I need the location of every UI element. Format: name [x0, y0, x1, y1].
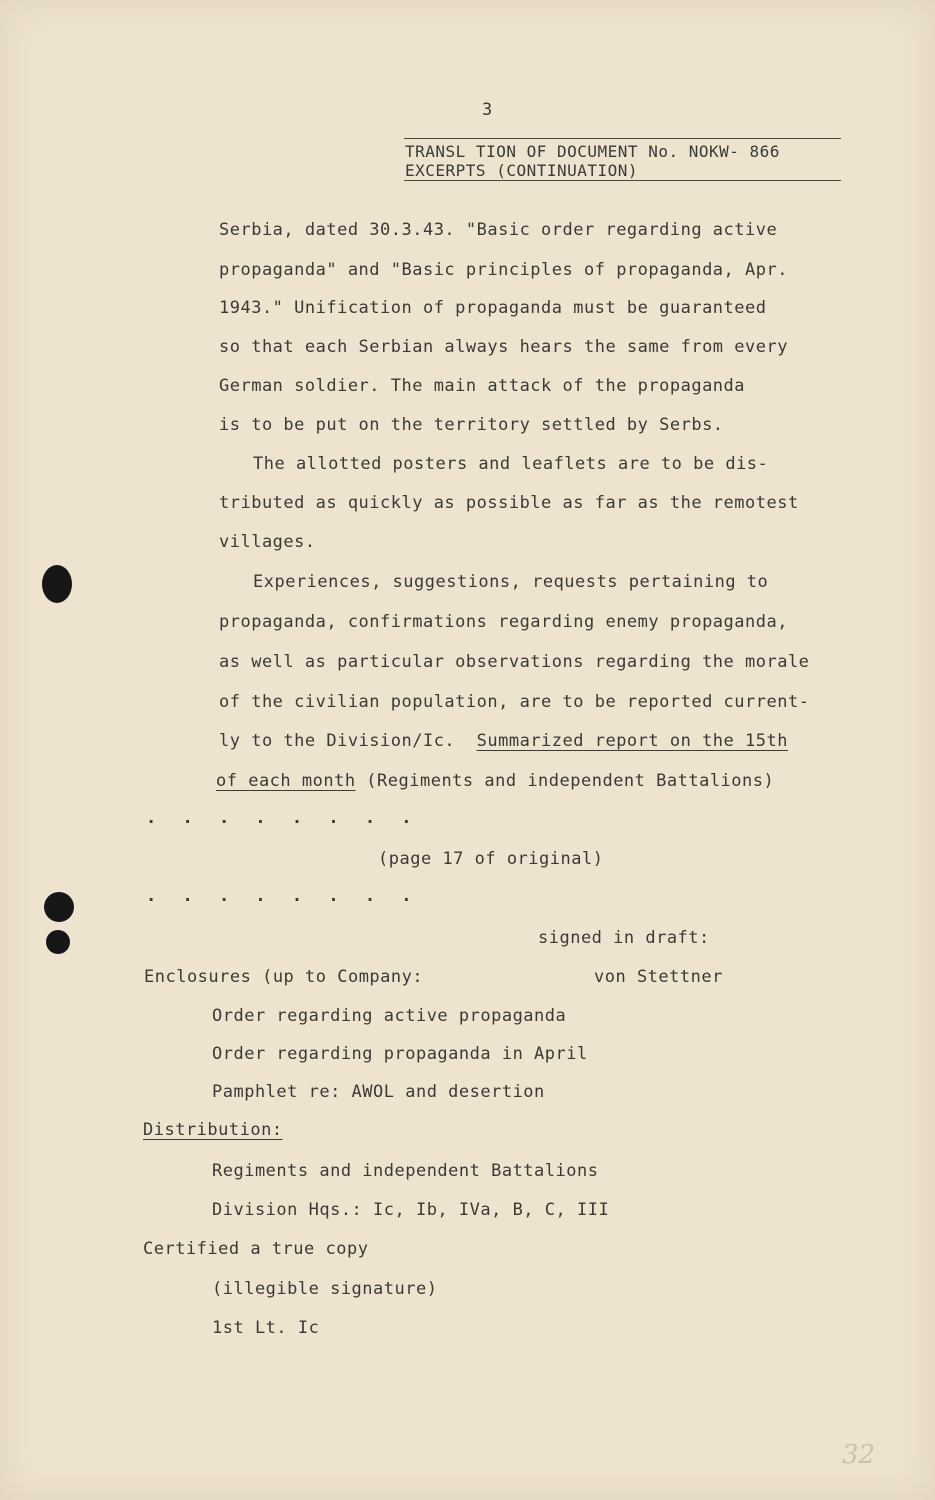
distribution-label: Distribution:: [143, 1120, 283, 1140]
body-line: of the civilian population, are to be reported current-: [219, 692, 810, 712]
certification-line: Certified a true copy: [143, 1239, 369, 1259]
body-line: [216, 773, 774, 790]
distribution-item: Regiments and independent Battalions: [212, 1161, 599, 1181]
signature-label: signed in draft:: [538, 928, 710, 948]
body-line: propaganda" and "Basic principles of propaganda, Apr.: [219, 260, 788, 280]
body-line: as well as particular observations regarding the morale: [219, 652, 810, 672]
body-line: villages.: [219, 532, 316, 552]
enclosure-item: Pamphlet re: AWOL and desertion: [212, 1082, 545, 1102]
body-line: [219, 733, 788, 750]
enclosure-item: Order regarding active propaganda: [212, 1006, 567, 1026]
signatory-name: von Stettner: [594, 967, 723, 987]
body-line: Serbia, dated 30.3.43. "Basic order regarding active: [219, 220, 778, 240]
body-line: so that each Serbian always hears the same from every: [219, 337, 788, 357]
body-line: Experiences, suggestions, requests pertaining to: [253, 572, 769, 592]
underlined-text: of each month: [216, 771, 356, 791]
body-line: The allotted posters and leaflets are to be dis-: [253, 454, 769, 474]
page-reference: (page 17 of original): [378, 849, 604, 869]
body-line: propaganda, confirmations regarding enemy propaganda,: [219, 612, 788, 632]
pencil-page-mark: 32: [842, 1440, 876, 1470]
body-line: is to be put on the territory settled by Serbs.: [219, 415, 724, 435]
distribution-item: Division Hqs.: Ic, Ib, IVa, B, C, III: [212, 1200, 610, 1220]
body-text: ly to the Division/Ic.: [219, 731, 477, 751]
enclosures-label: Enclosures (up to Company:: [144, 967, 424, 987]
punch-hole-top: [42, 565, 72, 603]
enclosure-item: Order regarding propaganda in April: [212, 1044, 588, 1064]
omission-dots: . . . . . . . .: [146, 886, 420, 906]
header-bottom-rule: [404, 180, 841, 181]
body-line: German soldier. The main attack of the propaganda: [219, 376, 746, 396]
punch-hole-bottom: [46, 930, 70, 954]
certification-signature: (illegible signature): [212, 1279, 438, 1299]
document-subtitle: EXCERPTS (CONTINUATION): [405, 161, 639, 180]
punch-hole-middle: [44, 892, 74, 922]
body-line: 1943." Unification of propaganda must be guaranteed: [219, 298, 767, 318]
body-text: (Regiments and independent Battalions): [355, 771, 775, 791]
document-title: TRANSL TION OF DOCUMENT No. NOKW- 866: [405, 142, 780, 161]
certification-rank: 1st Lt. Ic: [212, 1318, 320, 1338]
page-number: 3: [482, 100, 493, 120]
header-top-rule: [404, 138, 841, 139]
underlined-text: Summarized report on the 15th: [476, 731, 788, 751]
omission-dots: . . . . . . . .: [146, 808, 420, 828]
body-line: tributed as quickly as possible as far as the remotest: [219, 493, 799, 513]
